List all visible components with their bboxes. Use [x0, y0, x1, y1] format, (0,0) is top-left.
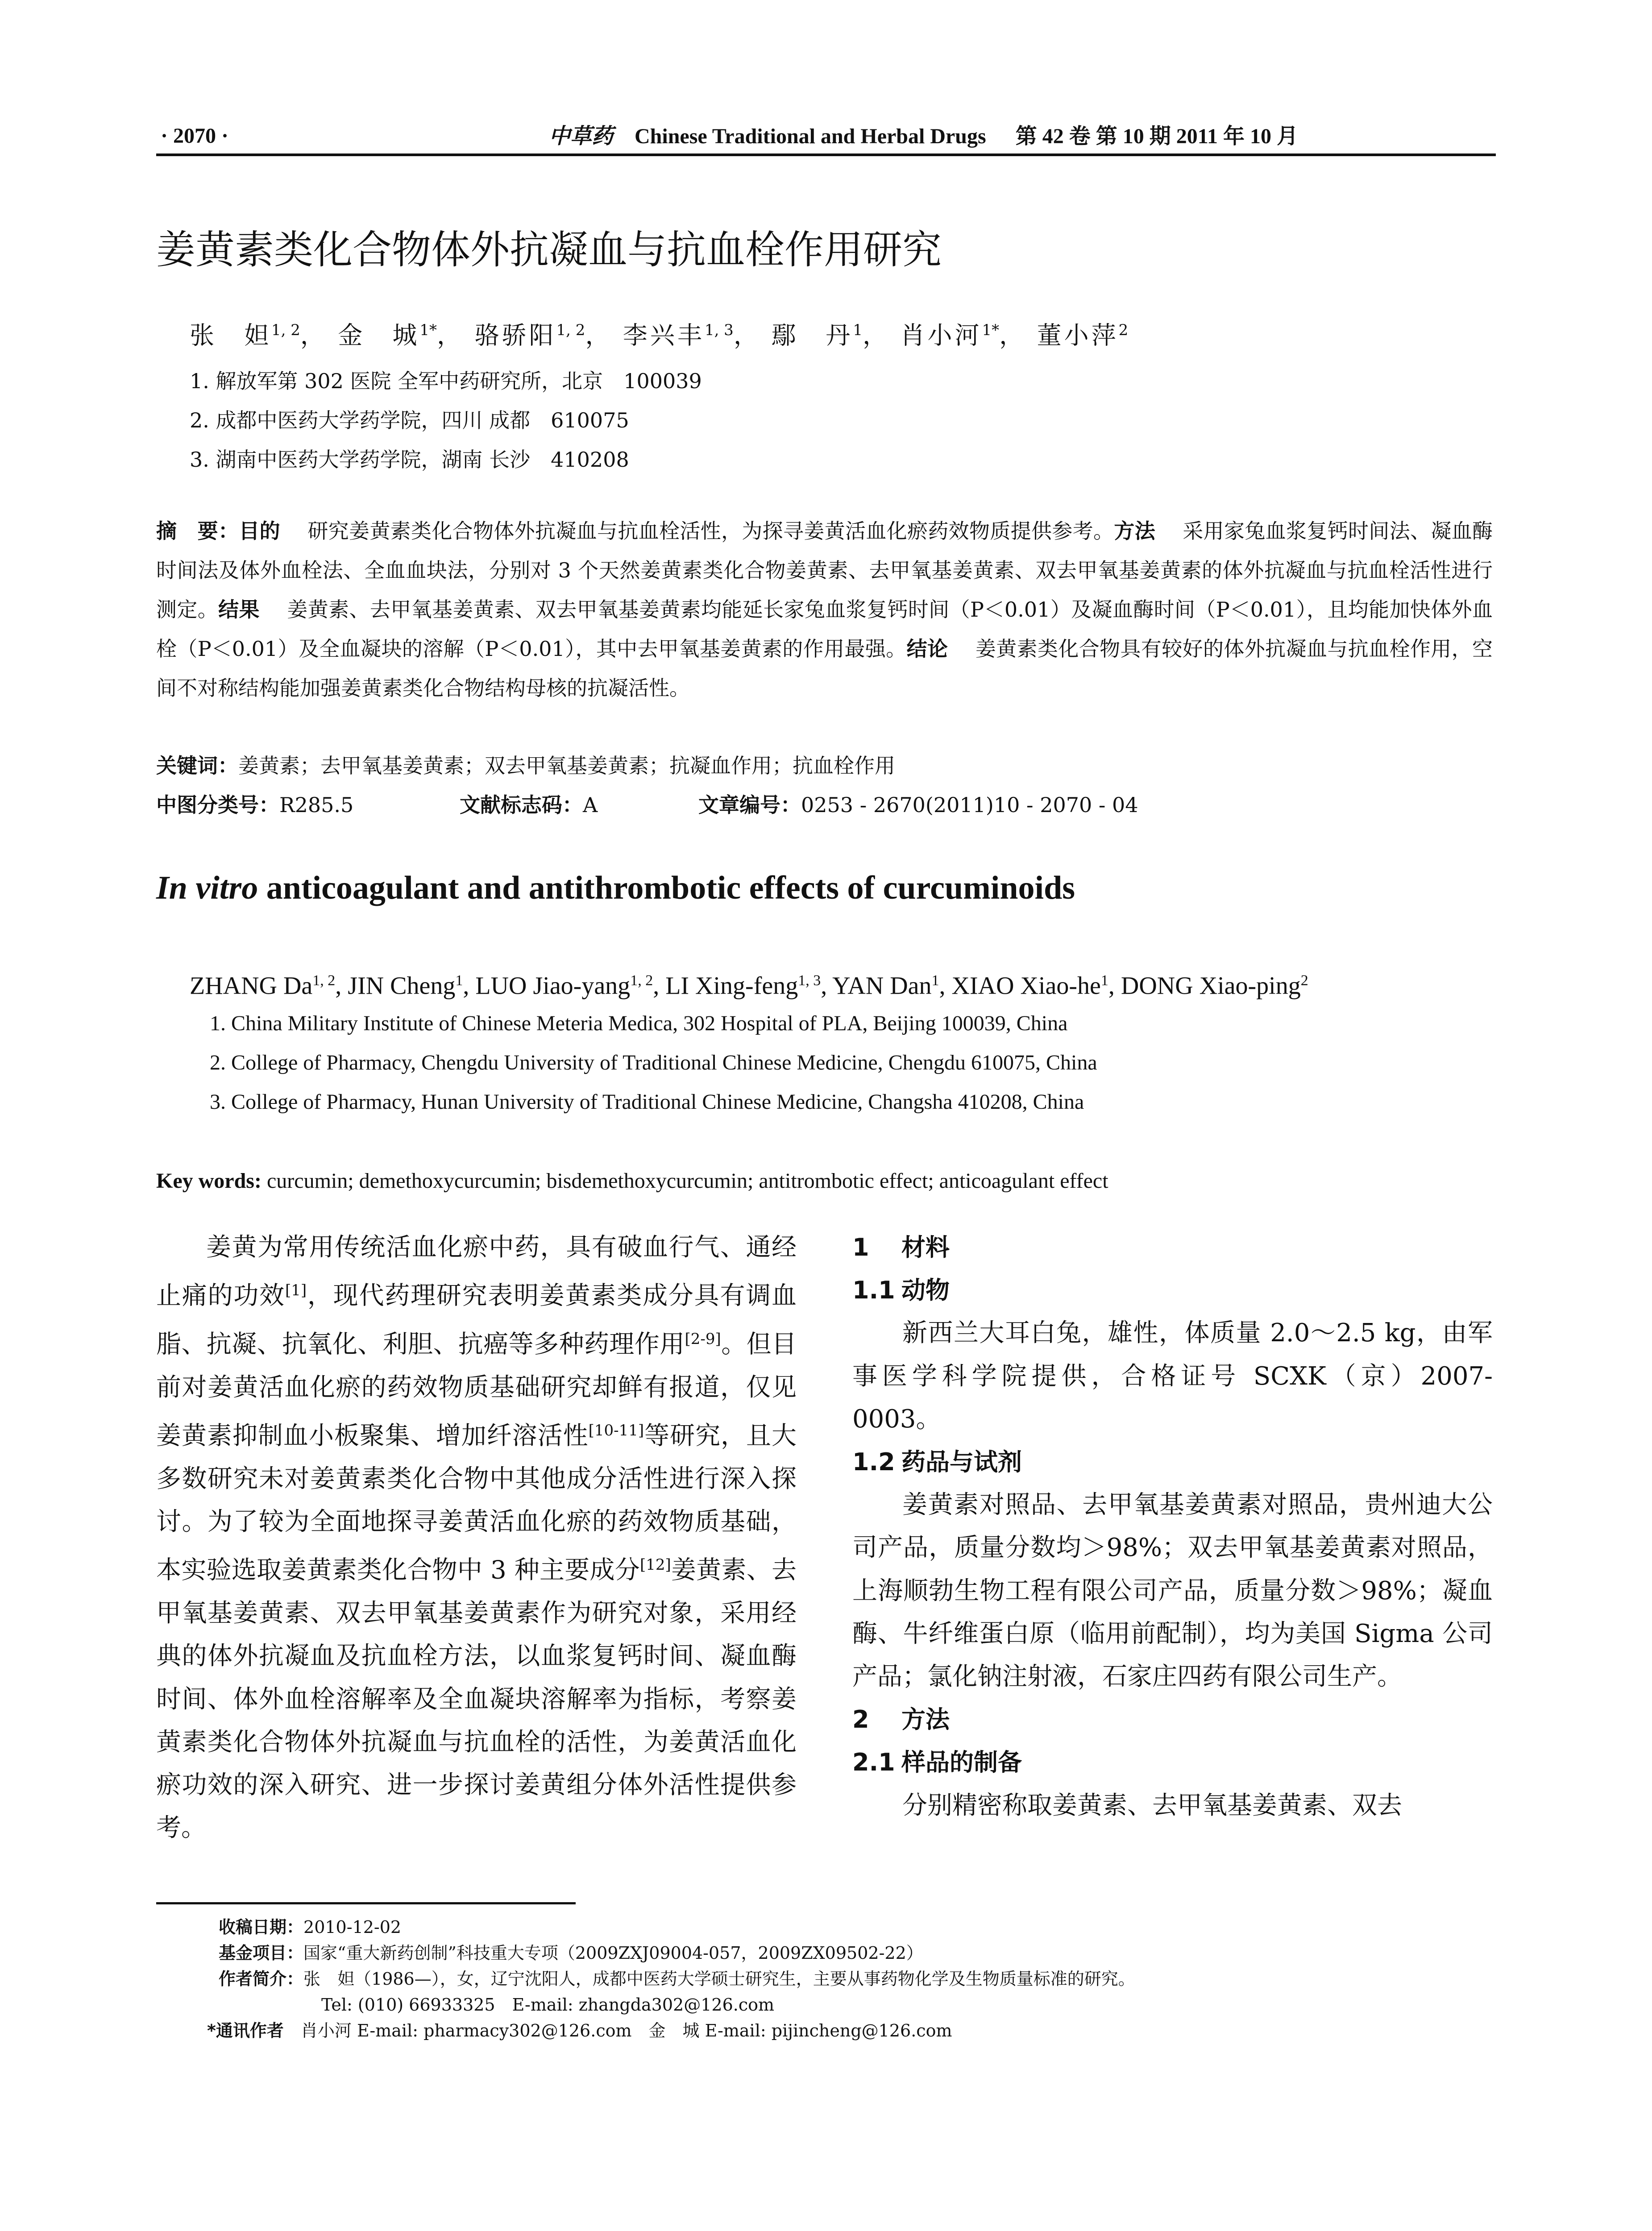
footnote-received — [219, 1914, 1135, 1940]
article-label: 文章编号： — [698, 793, 801, 817]
received-label: 收稿日期： — [219, 1917, 304, 1937]
author-affil-sup: 2 — [1300, 972, 1308, 989]
author-cn: 肖小河 — [900, 321, 982, 350]
author-affil-sup: 1 — [455, 972, 463, 989]
received-date: 2010-12-02 — [303, 1917, 402, 1937]
footnote-rule — [156, 1902, 576, 1904]
drugs-paragraph: 姜黄素对照品、去甲氧基姜黄素对照品，贵州迪大公司产品，质量分数均＞98%；双去甲氧基姜黄素对照品，上海顺勃生物工程有限公司产品，质量分数＞98%；凝血酶、牛纤维蛋白原（临用前配制），均为美国 Sigma 公司产品；氯化钠注射液，石家庄四药有限公司生产。 — [852, 1490, 1493, 1692]
affiliation-cn: 2. 成都中医药大学药学院，四川 成都 610075 — [190, 408, 629, 432]
author-en: LI Xing-feng — [665, 972, 798, 1000]
section-heading — [852, 1226, 1493, 1269]
abstract-result: 姜黄素、去甲氧基姜黄素、双去甲氧基姜黄素均能延长家兔血浆复钙时间（P＜0.01）及凝血酶时间（P＜0.01），且均能加快体外血栓（P＜0.01）及全血凝块的溶解（P＜0.01），其中去甲氧基姜黄素的作用最强。 — [156, 597, 1493, 661]
title-cn: 姜黄素类化合物体外抗凝血与抗血栓作用研究 — [156, 227, 942, 273]
running-header — [156, 120, 1496, 153]
intro-text: ，现代药理研究表明姜黄素类成分具有调血脂、抗凝、抗氧化、利胆、抗癌等多种药理作用 — [156, 1281, 797, 1359]
intro-text: 姜黄素、去甲氧基姜黄素、双去甲氧基姜黄素作为研究对象，采用经典的体外抗凝血及抗血栓方法，以血浆复钙时间、凝血酶时间、体外血栓溶解率及全血凝块溶解率为指标，考察姜黄素类化合物体外抗凝血与抗血栓的活性，为姜黄活血化瘀功效的深入研究、进一步探讨姜黄组分体外活性提供参考。 — [156, 1556, 797, 1843]
keywords-cn — [156, 751, 895, 780]
fund-label: 基金项目： — [219, 1943, 304, 1963]
doc-value: A — [583, 793, 598, 817]
footnote-corresponding — [207, 2018, 1135, 2044]
section-title: 动物 — [901, 1276, 950, 1305]
citation: [10-11] — [588, 1422, 644, 1440]
author-en: LUO Jiao-yang — [475, 972, 631, 1000]
author-en: YAN Dan — [832, 972, 932, 1000]
subsection-heading — [852, 1741, 1493, 1784]
header-rule — [156, 153, 1496, 156]
body-column-right — [852, 1226, 1493, 1827]
section-title: 方法 — [901, 1705, 950, 1734]
article-value: 0253 - 2670(2011)10 - 2070 - 04 — [801, 793, 1138, 817]
author-label: 作者简介： — [219, 1969, 304, 1989]
section-title: 药品与试剂 — [901, 1448, 1022, 1476]
author-affil-sup: 1 — [853, 321, 863, 339]
author-affil-sup: 1, 2 — [556, 321, 585, 339]
section-number: 2.1 — [852, 1748, 895, 1777]
doc-label: 文献标志码： — [460, 793, 583, 817]
section-number: 1.1 — [852, 1276, 895, 1305]
author-en: ZHANG Da — [190, 972, 313, 1000]
page-number: · 2070 · — [161, 124, 229, 148]
result-label: 结果 — [218, 597, 260, 622]
affiliation-en: 2. College of Pharmacy, Chengdu University of Traditional Chinese Medicine, Chengdu 610075, China — [210, 1051, 1097, 1074]
authors-en: ZHANG Da$^{1, 2}$, JIN Cheng$^1$, LUO Jiao-yang$^{1, 2}$, LI Xing-feng$^{1, 3}$, YAN Dan$^1$, XIAO Xiao-$he^1$, DONG Xiao-ping$^2$ — [190, 972, 1308, 1000]
method-label: 方法 — [1114, 519, 1156, 543]
doc-code — [460, 791, 598, 819]
affiliation-cn: 1. 解放军第 302 医院 全军中药研究所，北京 100039 — [190, 369, 702, 393]
abstract-purpose: 研究姜黄素类化合物体外抗凝血与抗血栓活性，为探寻姜黄活血化瘀药效物质提供参考。 — [307, 519, 1114, 543]
title-en-rest: anticoagulant and antithrombotic effects of curcuminoids — [258, 870, 1075, 906]
author-affil-sup: 1, 2 — [312, 972, 336, 989]
intro-text: 。但目前对姜黄活血化瘀的药效物质基础研究却鲜有报道，仅见姜黄素抑制血小板聚集、增加纤溶活性 — [156, 1330, 797, 1451]
animal-paragraph: 新西兰大耳白兔，雄性，体质量 2.0～2.5 kg，由军事医学科学院提供，合格证号 SCXK（京）2007-0003。 — [852, 1319, 1493, 1434]
intro-text: 姜黄为常用传统活血化瘀中药，具有破血行气、通经止痛的功效 — [156, 1233, 797, 1310]
sample-paragraph: 分别精密称取姜黄素、去甲氧基姜黄素、双去 — [902, 1791, 1402, 1820]
intro-paragraph — [156, 1226, 797, 1849]
section-number: 2 — [852, 1705, 869, 1734]
author-affil-sup: 1 — [931, 972, 939, 989]
section-title: 材料 — [901, 1233, 950, 1261]
corresponding-label: *通讯作者 — [207, 2021, 284, 2040]
keywords-en-text: curcumin; demethoxycurcumin; bisdemethoxycurcumin; antitrombotic effect; anticoagulant effect — [261, 1169, 1108, 1193]
author-affil-sup: 1, 2 — [630, 972, 653, 989]
journal-name-en: Chinese Traditional and Herbal Drugs — [635, 124, 986, 148]
body-column-left — [156, 1226, 797, 1849]
author-en: XIAO Xiao-he — [951, 972, 1101, 1000]
abstract-conclusion: 姜黄素类化合物具有较好的体外抗凝血与抗血栓作用，空间不对称结构能加强姜黄素类化合物结构母核的抗凝活性。 — [156, 637, 1493, 700]
article-number — [698, 791, 1138, 819]
author-affil-sup: 1, 3 — [704, 321, 734, 339]
footnote-contact: Tel: (010) 66933325 E-mail: zhangda302@126.com — [321, 1995, 775, 2015]
footnotes — [207, 1914, 1135, 2044]
author-cn: 骆骄阳 — [474, 321, 556, 350]
author-affil-sup: 1 — [1100, 972, 1108, 989]
author-cn: 鄢 丹 — [771, 321, 853, 350]
journal-name-cn: 中草药 — [549, 124, 614, 149]
footnote-author — [219, 1966, 1135, 1992]
keywords-en — [156, 1167, 1108, 1195]
section-number: 1 — [852, 1233, 869, 1261]
conclusion-label: 结论 — [906, 637, 948, 661]
citation: [12] — [640, 1556, 671, 1574]
authors-cn: 张 妲$^{1, 2}$， 金 城$^{1*}$， 骆骄阳$^{1, 2}$， 李兴丰$^{1, 3}$， 鄢 丹$^1$， 肖小河$^{1*}$， 董小萍$^2$ — [190, 321, 1129, 350]
abstract-method: 采用家兔血浆复钙时间法、凝血酶时间法及体外血栓法、全血血块法，分别对 3 个天然姜黄素类化合物姜黄素、去甲氧基姜黄素、双去甲氧基姜黄素的体外抗凝血与抗血栓活性进行测定。 — [156, 519, 1493, 622]
author-cn: 董小萍 — [1037, 321, 1119, 350]
section-title: 样品的制备 — [901, 1748, 1022, 1777]
clc-code — [156, 791, 353, 819]
subsection-heading — [852, 1441, 1493, 1484]
abstract-label: 摘 要： — [156, 519, 239, 543]
keywords-text: 姜黄素；去甲氧基姜黄素；双去甲氧基姜黄素；抗凝血作用；抗血栓作用 — [238, 754, 895, 778]
subsection-heading — [852, 1269, 1493, 1312]
clc-value: R285.5 — [279, 793, 354, 817]
affiliation-cn: 3. 湖南中医药大学药学院，湖南 长沙 410208 — [190, 448, 629, 472]
author-cn: 张 妲 — [190, 321, 272, 350]
author-en: JIN Cheng — [348, 972, 456, 1000]
author-affil-sup: 1* — [982, 321, 1000, 339]
keywords-label: 关键词： — [156, 754, 238, 778]
section-number: 1.2 — [852, 1448, 895, 1476]
author-affil-sup: 1* — [419, 321, 437, 339]
author-bio: 张 妲（1986—），女，辽宁沈阳人，成都中医药大学硕士研究生，主要从事药物化学及生物质量标准的研究。 — [303, 1969, 1135, 1989]
affiliation-en: 3. College of Pharmacy, Hunan University of Traditional Chinese Medicine, Changsha 410208, China — [210, 1090, 1084, 1114]
journal-name — [549, 120, 1298, 153]
section-heading — [852, 1698, 1493, 1741]
title-en — [156, 866, 1075, 910]
fund-text: 国家“重大新药创制”科技重大专项（2009ZXJ09004-057，2009ZX09502-22） — [303, 1943, 923, 1963]
author-cn: 金 城 — [338, 321, 420, 350]
author-en: DONG Xiao-ping — [1121, 972, 1301, 1000]
author-affil-sup: 1, 3 — [798, 972, 821, 989]
abstract-cn — [156, 511, 1493, 708]
clc-label: 中图分类号： — [156, 793, 279, 817]
issue-info: 第 42 卷 第 10 期 2011 年 10 月 — [1015, 124, 1299, 148]
citation: [2-9] — [685, 1330, 721, 1348]
affiliation-en: 1. China Military Institute of Chinese Meteria Medica, 302 Hospital of PLA, Beijing 100039, China — [210, 1012, 1068, 1035]
citation: [1] — [285, 1281, 307, 1300]
corresponding-text: 肖小河 E-mail: pharmacy302@126.com 金 城 E-mail: pijincheng@126.com — [283, 2021, 952, 2040]
author-cn: 李兴丰 — [623, 321, 705, 350]
purpose-label: 目的 — [239, 519, 281, 543]
keywords-en-label: Key words: — [156, 1169, 261, 1193]
intro-text: 等研究，且大多数研究未对姜黄素类化合物中其他成分活性进行深入探讨。为了较为全面地探寻姜黄活血化瘀的药效物质基础，本实验选取姜黄素类化合物中 3 种主要成分 — [156, 1421, 797, 1585]
author-affil-sup: 2 — [1118, 321, 1129, 339]
author-affil-sup: 1, 2 — [271, 321, 300, 339]
title-en-italic: In vitro — [156, 870, 258, 906]
footnote-fund — [219, 1940, 1135, 1966]
